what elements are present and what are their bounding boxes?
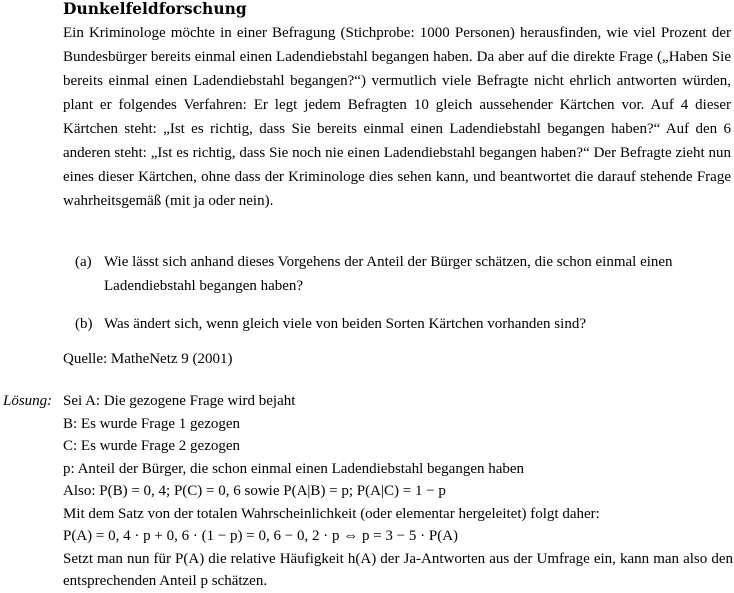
source-citation: Quelle: MatheNetz 9 (2001)	[63, 351, 233, 367]
solution-line: Sei A: Die gezogene Frage wird bejaht	[63, 393, 296, 409]
question-a	[75, 250, 733, 298]
problem-title: Dunkelfeldforschung	[63, 0, 247, 18]
solution-line: Also: P(B) = 0, 4; P(C) = 0, 6 sowie P(A|B) = p; P(A|C) = 1 − p	[63, 483, 446, 499]
solution-line: Mit dem Satz von der totalen Wahrscheinlichkeit (oder elementar hergeleitet) folgt daher:	[63, 505, 600, 522]
problem-statement: Ein Kriminologe möchte in einer Befragung (Stichprobe: 1000 Personen) herausfinden, wie viel Prozent der Bundesbürger bereits einmal einen Ladendiebstahl begangen haben. Da aber auf die direkte Frage („Haben Sie bereits einmal einen Ladendiebstahl begangen?“) vermutlich viele Befragte nicht ehrlich antworten würden, plant er folgendes Verfahren: Er legt jedem Befragten 10 gleich aussehender Kärtchen vor. Auf 4 dieser Kärtchen steht: „Ist es richtig, dass Sie bereits einmal einen Ladendiebstahl begangen haben?“ Auf den 6 anderen steht: „Ist es richtig, dass Sie noch nie einen Ladendiebstahl begangen haben?“ Der Befragte zieht nun eines dieser Kärtchen, ohne dass der Kriminologe dies sehen kann, und beantwortet die darauf stehende Frage wahrheitsgemäß (mit ja oder nein).	[63, 25, 731, 209]
question-b	[75, 312, 733, 336]
solution-line: B: Es wurde Frage 1 gezogen	[63, 415, 241, 432]
solution-line: p: Anteil der Bürger, die schon einmal einen Ladendiebstahl begangen haben	[63, 460, 525, 477]
solution-label: Lösung:	[3, 393, 53, 409]
solution-line: C: Es wurde Frage 2 gezogen	[63, 438, 241, 454]
question-a-text: Wie lässt sich anhand dieses Vorgehens der Anteil der Bürger schätzen, die schon einmal einen Ladendiebstahl begangen haben?	[104, 254, 673, 294]
question-b-text: Was ändert sich, wenn gleich viele von beiden Sorten Kärtchen vorhanden sind?	[104, 316, 586, 332]
solution-line: Setzt man nun für P(A) die relative Häufigkeit h(A) der Ja-Antworten aus der Umfrage ein, kann man also den entsprechenden Anteil p schätzen.	[63, 550, 733, 589]
question-a-label: (a)	[75, 254, 92, 270]
question-b-label: (b)	[75, 316, 93, 332]
solution-body	[63, 390, 733, 593]
solution-line: P(A) = 0, 4 · p + 0, 6 · (1 − p) = 0, 6 − 0, 2 · p ⇔ p = 3 − 5 · P(A)	[63, 528, 459, 544]
